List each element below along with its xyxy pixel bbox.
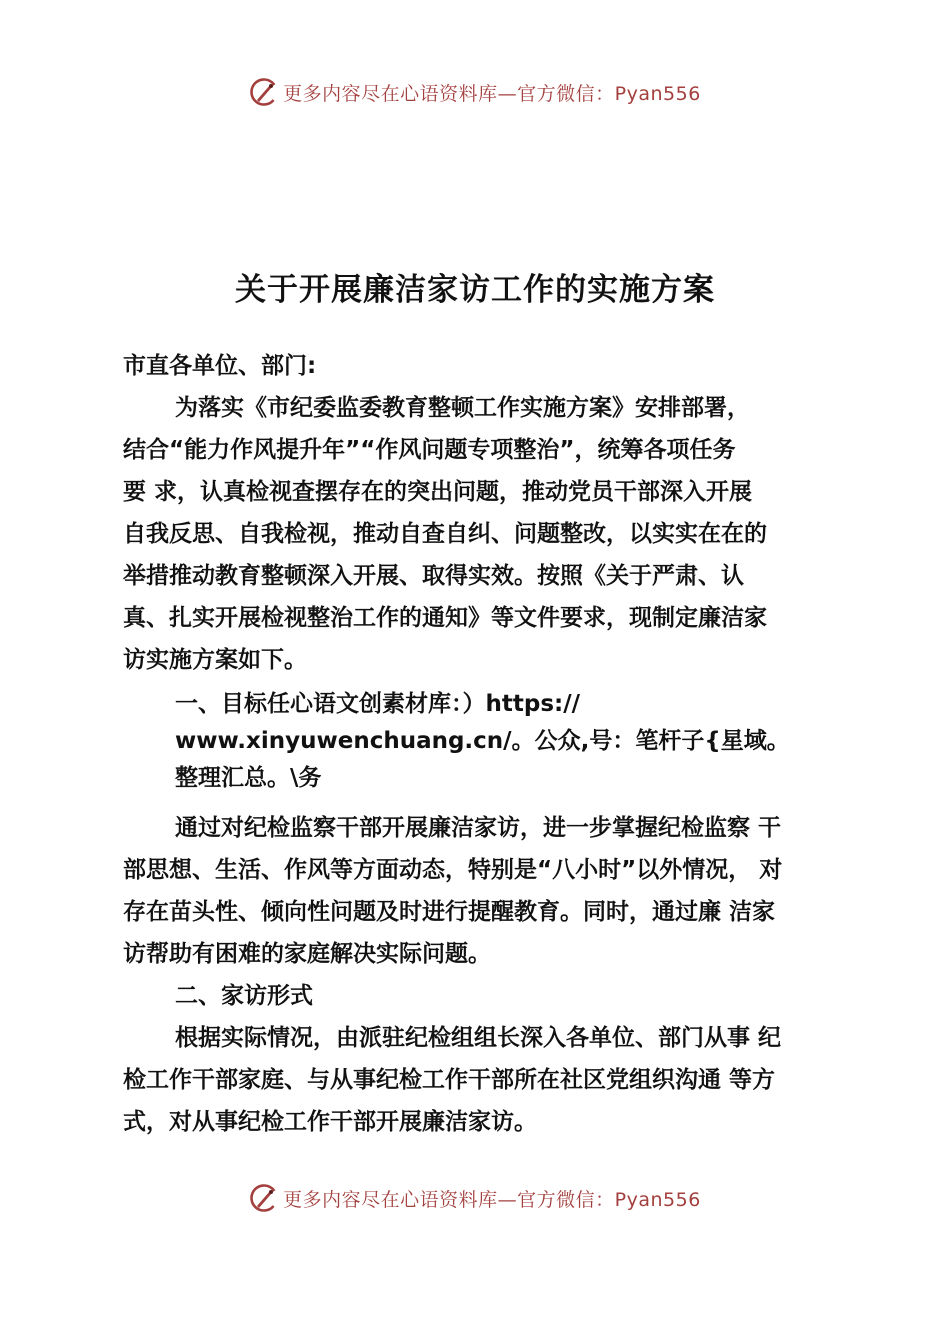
- paragraph-line: 检工作干部家庭、与从事纪检工作干部所在社区党组织沟通 等方: [123, 1067, 776, 1093]
- section-heading-line: 一、目标任心语文创素材库：）https://: [175, 691, 581, 717]
- salutation: 市直各单位、部门:: [123, 353, 317, 379]
- header-banner: [0, 72, 950, 112]
- banner-text: 更多内容尽在心语资料库—官方微信：: [283, 1188, 615, 1211]
- paragraph-line: 通过对纪检监察干部开展廉洁家访，进一步掌握纪检监察 干: [175, 815, 782, 841]
- document-body: [123, 345, 883, 681]
- paragraph-line: 部思想、生活、作风等方面动态，特别是“八小时”以外情况， 对: [123, 857, 783, 883]
- footer-banner: [0, 1178, 950, 1218]
- paragraph-line: 结合“能力作风提升年”“作风问题专项整治”，统筹各项任务: [123, 437, 736, 463]
- document-body-2: [123, 807, 883, 1143]
- paragraph-line: 自我反思、自我检视，推动自查自纠、问题整改，以实实在在的: [123, 521, 767, 547]
- brush-logo-icon: [249, 77, 279, 107]
- paragraph-line: 真、扎实开展检视整治工作的通知》等文件要求，现制定廉洁家: [123, 605, 767, 631]
- paragraph-line: 要 求，认真检视查摆存在的突出问题，推动党员干部深入开展: [123, 479, 753, 505]
- paragraph-line: 访实施方案如下。: [123, 647, 307, 673]
- paragraph-line: 为落实《市纪委监委教育整顿工作实施方案》安排部署，: [175, 395, 750, 421]
- section-one-heading: [123, 686, 883, 797]
- banner-text: 更多内容尽在心语资料库—官方微信：: [283, 82, 615, 105]
- paragraph-line: 举措推动教育整顿深入开展、取得实效。按照《关于严肃、认: [123, 563, 744, 589]
- paragraph-line: 存在苗头性、倾向性问题及时进行提醒教育。同时，通过廉 洁家: [123, 899, 776, 925]
- section-heading: 二、家访形式: [175, 983, 313, 1009]
- document-title: 关于开展廉洁家访工作的实施方案: [235, 272, 715, 308]
- banner-handle: Pyan556: [614, 1188, 701, 1211]
- paragraph-line: 访帮助有困难的家庭解决实际问题。: [123, 941, 491, 967]
- paragraph-line: 根据实际情况，由派驻纪检组组长深入各单位、部门从事 纪: [175, 1025, 782, 1051]
- paragraph-line: 式，对从事纪检工作干部开展廉洁家访。: [123, 1109, 537, 1135]
- banner-handle: Pyan556: [614, 82, 701, 105]
- section-heading-line: www.xinyuwenchuang.cn/。公众,号：笔杆子{星域。: [175, 728, 790, 754]
- section-heading-line: 整理汇总。\务: [175, 765, 322, 791]
- brush-logo-icon: [249, 1183, 279, 1213]
